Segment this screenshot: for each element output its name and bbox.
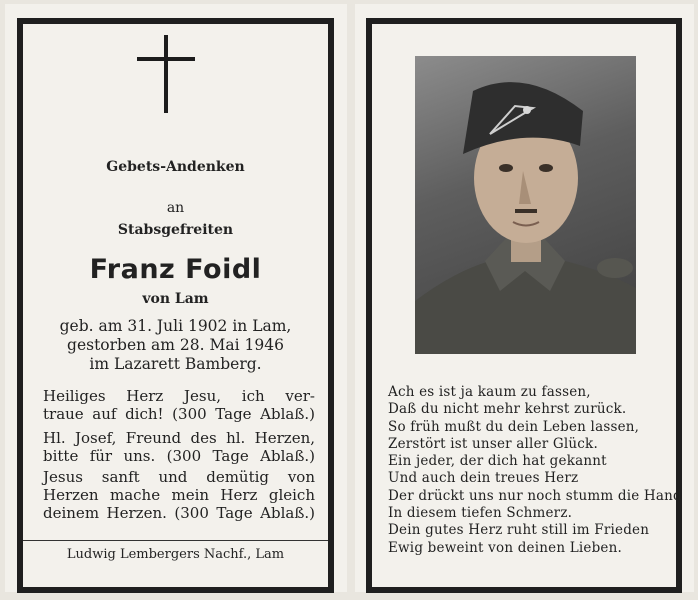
poem-line: So früh mußt du dein Leben lassen,: [388, 418, 640, 435]
rank-text: Stabsgefreiten: [117, 222, 234, 238]
poem-line: Ewig beweint von deinen Lieben.: [388, 539, 623, 556]
life-dates: [23, 317, 328, 374]
poem-line: Ach es ist ja kaum zu fassen,: [388, 384, 591, 400]
origin-text: von Lam: [142, 291, 209, 307]
poem-line: Zerstört ist unser aller Glück.: [388, 435, 598, 452]
poem-line: Und auch dein treues Herz: [388, 470, 579, 487]
poem-line: Ein jeder, der dich hat gekannt: [388, 453, 607, 470]
memorial-poem: [388, 384, 682, 557]
poem-line: Der drückt uns nur noch stumm die Hand: [388, 487, 682, 504]
birth-line: geb. am 31. Juli 1902 in Lam,: [59, 317, 292, 335]
cross-icon: [137, 35, 197, 115]
memorial-card-right: [355, 4, 694, 592]
death-place-line: im Lazarett Bamberg.: [89, 355, 262, 373]
divider-line: [23, 540, 328, 541]
deceased-name: Franz Foidl: [89, 254, 262, 285]
an-text: an: [166, 200, 185, 216]
soldier-portrait-photo: [415, 56, 636, 354]
poem-line: Daß du nicht mehr kehrst zurück.: [388, 401, 627, 418]
printer-credit: Ludwig Lembergers Nachf., Lam: [66, 547, 285, 562]
memorial-card-left: [5, 4, 347, 592]
poem-line: Dein gutes Herz ruht still im Frieden: [388, 522, 650, 539]
card-heading: Gebets-Andenken: [106, 159, 245, 175]
prayer-st-joseph: Hl. Josef, Freund des hl. Herzen, bitte für uns. (300 Tage Ablaß.): [43, 429, 315, 465]
prayer-sacred-heart: Heiliges Herz Jesu, ich ver- traue auf dich! (300 Tage Ablaß.): [43, 387, 315, 423]
poem-line: In diesem tiefen Schmerz.: [388, 505, 573, 522]
prayer-jesus-meek: Jesus sanft und demütig von Herzen mache mein Herz gleich deinem Herzen. (300 Tage Ablaß.): [43, 468, 315, 522]
death-line: gestorben am 28. Mai 1946: [67, 336, 284, 354]
